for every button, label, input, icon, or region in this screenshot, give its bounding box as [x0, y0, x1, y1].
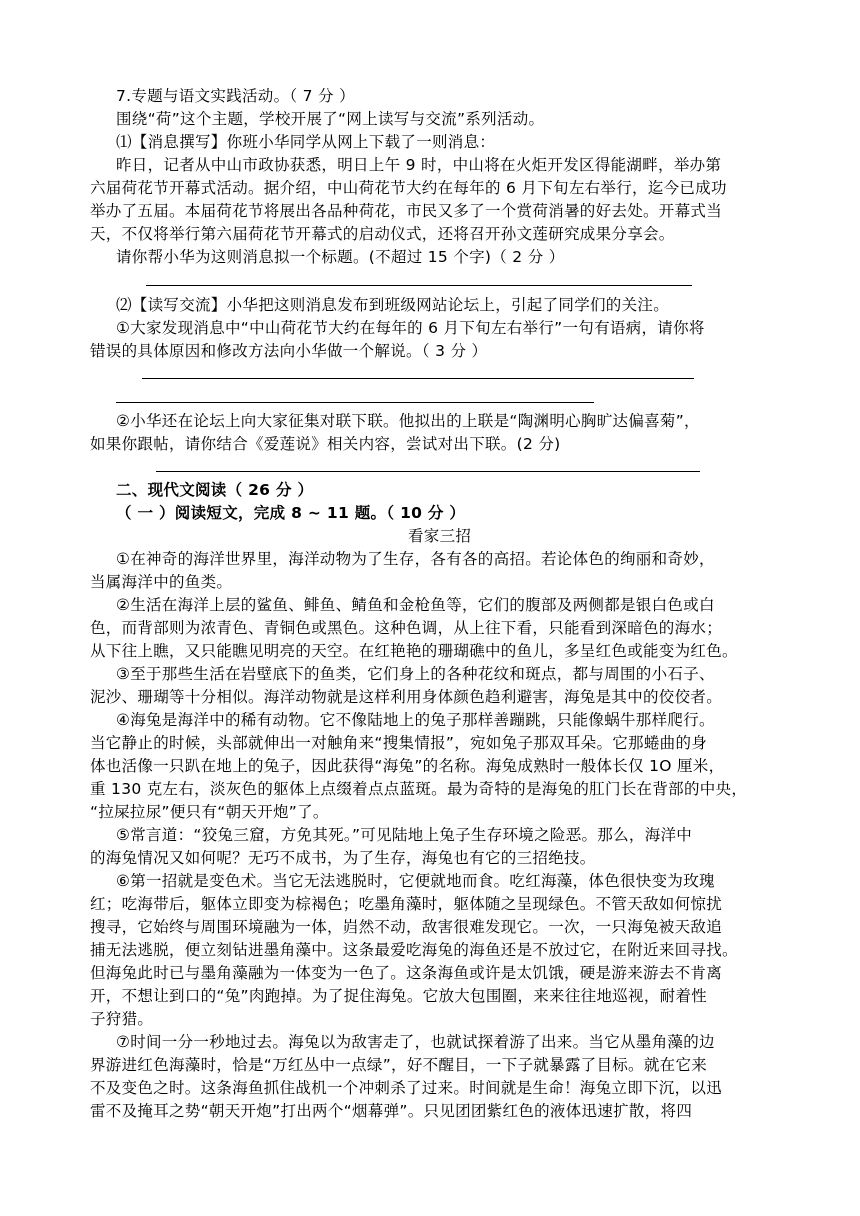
q7-part1-title: ⑴【消息撰写】你班小华同学从网上下载了一则消息： [116, 133, 496, 151]
article-line: “拉屎拉尿”便只有“朝天开炮”了。 [90, 803, 329, 821]
article-line: 红；吃海带后，躯体立即变为棕褐色；吃墨角藻时，躯体随之呈现绿色。不管天敌如何惊扰 [90, 895, 723, 913]
news-line: 天，不仅将举行第六届荷花节开幕式的启动仪式，还将召开孙文莲研究成果分享会。 [90, 225, 675, 243]
answer-line [116, 402, 594, 403]
q7-heading: 7.专题与语文实践活动。（ 7 分 ） [116, 87, 355, 105]
article-line: 的海兔情况又如何呢？无巧不成书，为了生存，海兔也有它的三招绝技。 [90, 849, 596, 867]
article-line: ①在神奇的海洋世界里，海洋动物为了生存，各有各的高招。若论体色的绚丽和奇妙， [116, 550, 715, 568]
article-line: 界游进红色海藻时，恰是“万红丛中一点绿”，好不醒目，一下子就暴露了目标。就在它来 [90, 1056, 708, 1074]
q7-part2-q1: ①大家发现消息中“中山荷花节大约在每年的 6 月下旬左右举行”一句有语病，请你将 [116, 319, 705, 337]
article-line: 当它静止的时候，头部就伸出一对触角来“搜集情报”，宛如兔子那双耳朵。它那蜷曲的身 [90, 734, 708, 752]
q7-part2-q1: 错误的具体原因和修改方法向小华做一个解说。（ 3 分 ） [90, 342, 488, 360]
article-line: 不及变色之时。这条海鱼抓住战机一个冲刺杀了过来。时间就是生命！海兔立即下沉，以迅 [90, 1079, 723, 1097]
q7-part2-title: ⑵【读写交流】小华把这则消息发布到班级网站论坛上，引起了同学们的关注。 [116, 296, 670, 314]
article-line: 泥沙、珊瑚等十分相似。海洋动物就是这样利用身体颜色趋利避害，海兔是其中的佼佼者。 [90, 688, 723, 706]
article-line: 重 130 克左右，淡灰色的躯体上点缀着点点蓝斑。最为奇特的是海兔的肛门长在背部的中央， [90, 780, 748, 798]
section2-heading: 二、现代文阅读（ 26 分 ） [116, 481, 314, 499]
q7-part1-task: 请你帮小华为这则消息拟一个标题。(不超过 15 个字)（ 2 分 ） [116, 248, 565, 266]
article-line: ②生活在海洋上层的鲨鱼、鲱鱼、鲭鱼和金枪鱼等，它们的腹部及两侧都是银白色或白 [116, 596, 715, 614]
article-line: 体也活像一只趴在地上的兔子，因此获得“海兔”的名称。海兔成熟时一般体长仅 1O 厘米， [90, 757, 725, 775]
article-line: 雷不及掩耳之势“朝天开炮”打出两个“烟幕弹”。只见团团紫红色的液体迅速扩散，将四 [90, 1102, 693, 1120]
answer-line [142, 378, 694, 379]
section2-subheading: （ 一 ）阅读短文，完成 8 ~ 11 题。（ 10 分 ） [116, 504, 466, 522]
news-line: 举办了五届。本届荷花节将展出各品种荷花，市民又多了一个赏荷消暑的好去处。开幕式当 [90, 202, 723, 220]
article-line: ④海兔是海洋中的稀有动物。它不像陆地上的兔子那样善蹦跳，只能像蜗牛那样爬行。 [116, 711, 715, 729]
q7-intro: 围绕“荷”这个主题，学校开展了“网上读写与交流”系列活动。 [116, 110, 545, 128]
news-line: 六届荷花节开幕式活动。据介绍，中山荷花节大约在每年的 6 月下旬左右举行，迄今已成功 [90, 179, 727, 197]
answer-line [146, 285, 692, 286]
article-line: 子狩猎。 [90, 1010, 154, 1028]
q7-part2-q2: ②小华还在论坛上向大家征集对联下联。他拟出的上联是“陶渊明心胸旷达偏喜菊”， [116, 412, 700, 430]
article-line: 捕无法逃脱，便立刻钻进墨角藻中。这条最爱吃海兔的海鱼还是不放过它，在附近来回寻找。 [90, 941, 738, 959]
article-line: 色，而背部则为浓青色、青铜色或黑色。这种色调，从上往下看，只能看到深暗色的海水； [90, 619, 723, 637]
answer-line [156, 471, 700, 472]
news-line: 昨日，记者从中山市政协获悉，明日上午 9 时，中山将在火炬开发区得能湖畔，举办第 [116, 156, 722, 174]
article-line: 开，不想让到口的“兔”肉跑掉。为了捉住海兔。它放大包围圈，来来往往地巡视，耐着性 [90, 987, 708, 1005]
article-line: 从下往上瞧，又只能瞧见明亮的天空。在红艳艳的珊瑚礁中的鱼儿，多呈红色或能变为红色。 [90, 642, 738, 660]
article-line: 当属海洋中的鱼类。 [90, 573, 233, 591]
q7-part2-q2: 如果你跟帖，请你结合《爱莲说》相关内容，尝试对出下联。(2 分) [90, 435, 561, 453]
article-line: ⑤常言道：“狡兔三窟，方免其死。”可见陆地上兔子生存环境之险恶。那么，海洋中 [116, 826, 693, 844]
article-line: 但海兔此时已与墨角藻融为一体变为一色了。这条海鱼或许是太饥饿，硬是游来游去不肯离 [90, 964, 723, 982]
article-line: 搜寻，它始终与周围环境融为一体，岿然不动，敌害很难发现它。一次，一只海兔被天敌追 [90, 918, 723, 936]
article-line: ⑥第一招就是变色术。当它无法逃脱时，它便就地而食。吃红海藻，体色很快变为玫瑰 [116, 872, 715, 890]
article-title: 看家三招 [408, 527, 472, 545]
article-line: ③至于那些生活在岩壁底下的鱼类，它们身上的各种花纹和斑点，都与周围的小石子、 [116, 665, 715, 683]
article-line: ⑦时间一分一秒地过去。海兔以为敌害走了，也就试探着游了出来。当它从墨角藻的边 [116, 1033, 715, 1051]
